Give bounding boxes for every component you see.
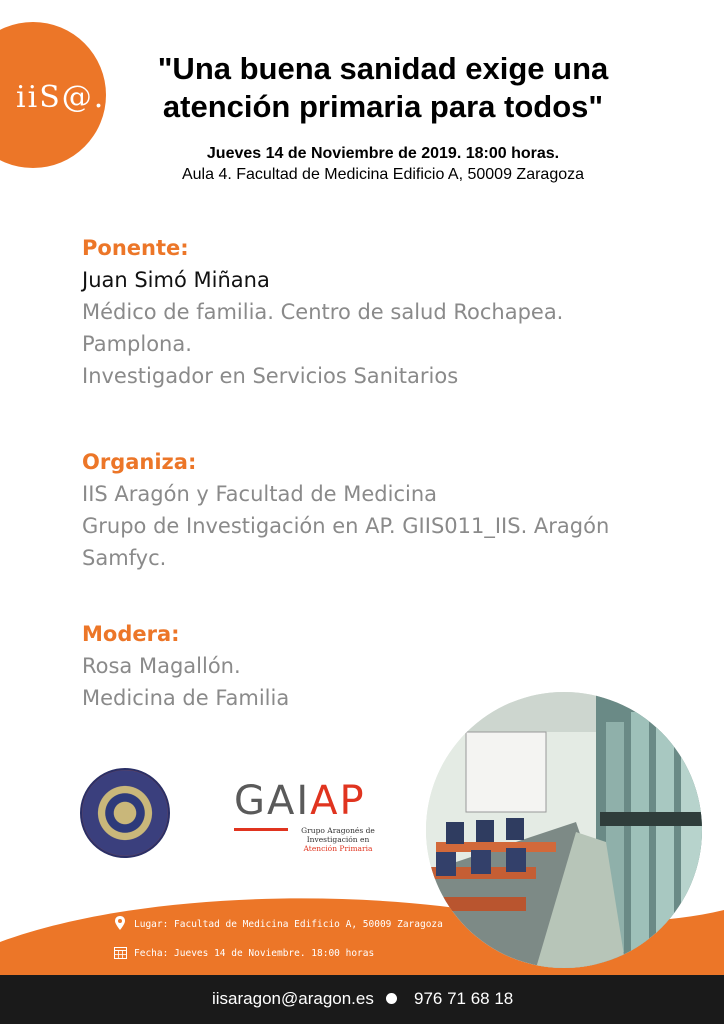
footer-fecha: Fecha: Jueves 14 de Noviembre. 18:00 horas — [134, 948, 375, 959]
organiza-line: Grupo de Investigación en AP. GIIS011_IIS. Aragón — [82, 514, 610, 538]
ponente-heading: Ponente: — [82, 236, 189, 260]
gaiap-logo — [234, 778, 366, 824]
gaiap-subtitle-line: Grupo Aragonés de — [301, 826, 375, 835]
modera-line: Rosa Magallón. — [82, 654, 241, 678]
iisa-logo-text: iiS@. — [16, 80, 106, 115]
gaiap-logo-gai: GAI — [234, 778, 311, 824]
classroom-photo — [426, 692, 702, 968]
bullet-dot-icon — [386, 993, 397, 1004]
gaiap-subtitle-line: Atención Primaria — [303, 844, 373, 853]
gaiap-subtitle-line: Investigación en — [306, 835, 370, 844]
organiza-line: Samfyc. — [82, 546, 167, 570]
gaiap-underline — [234, 828, 288, 831]
contact-phone[interactable]: 976 71 68 18 — [414, 989, 514, 1008]
calendar-icon — [114, 946, 127, 959]
event-place: Aula 4. Facultad de Medicina Edificio A, 50009 Zaragoza — [181, 166, 585, 183]
modera-line: Medicina de Familia — [82, 686, 290, 710]
university-seal-logo — [80, 768, 170, 858]
event-date: Jueves 14 de Noviembre de 2019. 18:00 horas. — [206, 145, 560, 162]
organiza-line: IIS Aragón y Facultad de Medicina — [82, 482, 438, 506]
ponente-line: Investigador en Servicios Sanitarios — [82, 364, 459, 388]
ponente-line: Médico de familia. Centro de salud Rochapea. — [82, 300, 564, 324]
gaiap-logo-ap: AP — [310, 778, 366, 824]
location-pin-icon — [114, 916, 126, 930]
organiza-heading: Organiza: — [82, 450, 197, 474]
ponente-section — [82, 232, 692, 392]
gaiap-subtitle — [292, 826, 384, 853]
organiza-section — [82, 446, 692, 574]
modera-heading: Modera: — [82, 622, 180, 646]
ponente-name: Juan Simó Miñana — [82, 268, 270, 292]
event-title-line-2: atención primaria para todos" — [162, 89, 604, 124]
event-title-line-1: "Una buena sanidad exige una — [157, 51, 609, 86]
footer-lugar: Lugar: Facultad de Medicina Edificio A, 50009 Zaragoza — [134, 919, 443, 930]
contact-email[interactable]: iisaragon@aragon.es — [212, 989, 374, 1008]
event-title — [118, 50, 648, 126]
ponente-line: Pamplona. — [82, 332, 192, 356]
